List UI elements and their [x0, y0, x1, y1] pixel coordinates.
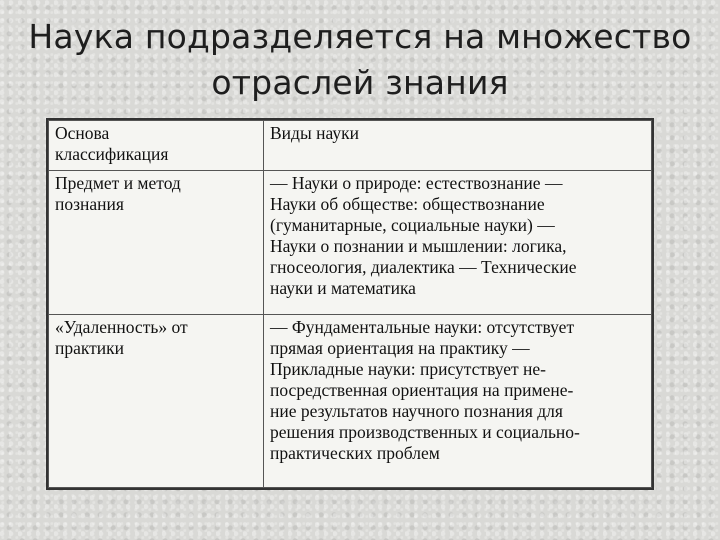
cell-line: классификация [55, 144, 169, 164]
row-types-cell [264, 315, 652, 488]
row-basis-cell [49, 315, 264, 488]
cell-line: Основа [55, 123, 110, 143]
slide-title-line: Наука подразделяется на множество [28, 17, 692, 56]
cell-line: решения производственных и социально- [270, 422, 580, 442]
cell-line: — Фундаментальные науки: отсутствует [270, 317, 575, 337]
cell-line: прямая ориентация на практику — [270, 338, 530, 358]
cell-line: Науки об обществе: обществознание [270, 194, 545, 214]
cell-line: практических проблем [270, 443, 440, 463]
row-basis-cell [49, 171, 264, 315]
cell-line: (гуманитарные, социальные науки) — [270, 215, 555, 235]
cell-line: Науки о познании и мышлении: логика, [270, 236, 567, 256]
cell-line: «Удаленность» от [55, 317, 188, 337]
table-header-row [49, 121, 652, 171]
cell-line: познания [55, 194, 124, 214]
header-cell-types [264, 121, 652, 171]
table-row [49, 171, 652, 315]
cell-line: практики [55, 338, 125, 358]
cell-line: посредственная ориентация на примене- [270, 380, 574, 400]
cell-line: — Науки о природе: естествознание — [270, 173, 563, 193]
cell-line: Виды науки [270, 123, 359, 143]
table-row [49, 315, 652, 488]
cell-line: гносеология, диалектика — Технические [270, 257, 577, 277]
cell-line: Прикладные науки: присутствует не- [270, 359, 547, 379]
cell-line: ние результатов научного познания для [270, 401, 563, 421]
cell-line: Предмет и метод [55, 173, 181, 193]
science-classification-table [48, 120, 652, 488]
slide-title [0, 14, 720, 106]
row-types-cell [264, 171, 652, 315]
header-cell-basis [49, 121, 264, 171]
slide-title-line: отраслей знания [211, 63, 509, 102]
cell-line: науки и математика [270, 278, 416, 298]
classification-table [46, 118, 654, 490]
